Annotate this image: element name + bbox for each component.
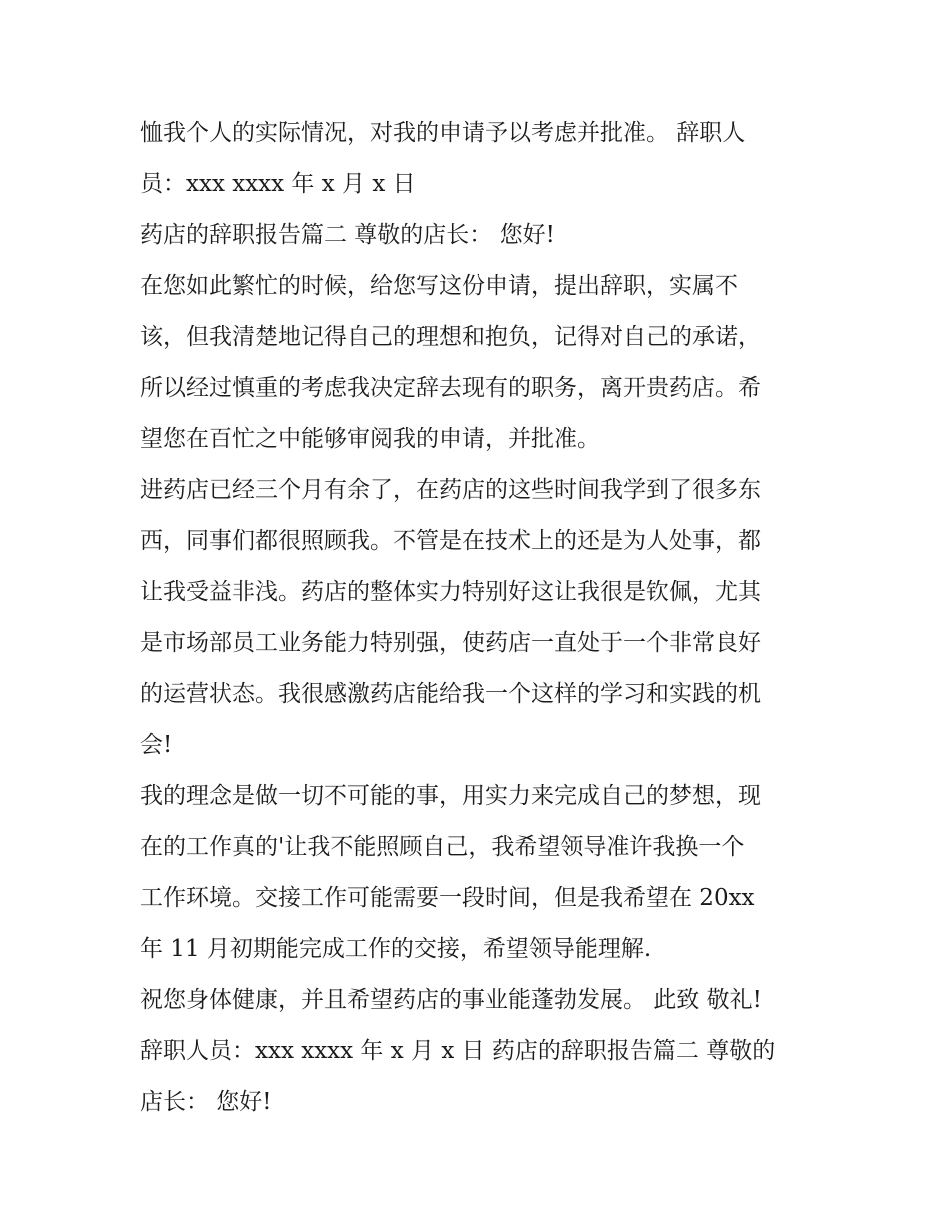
text-line: 是市场部员工业务能力特别强，使药店一直处于一个非常良好 xyxy=(140,630,761,656)
text-line: 会! xyxy=(140,732,173,758)
text-line: 西，同事们都很照顾我。不管是在技术上的还是为人处事，都 xyxy=(140,528,761,554)
text-line: 所以经过慎重的考虑我决定辞去现有的职务，离开贵药店。希 xyxy=(140,375,761,401)
text-line: 恤我个人的实际情况，对我的申请予以考虑并批准。 辞职人 xyxy=(140,120,746,146)
text-line: 店长： 您好! xyxy=(140,1089,272,1115)
text-line: 在的工作真的'让我不能照顾自己，我希望领导准许我换一个 xyxy=(140,834,745,860)
document-body xyxy=(140,108,830,1128)
text-line: 员：xxx xxxx 年 x 月 x 日 xyxy=(140,171,416,197)
text-line: 我的理念是做一切不可能的事，用实力来完成自己的梦想，现 xyxy=(140,783,761,809)
text-line: 在您如此繁忙的时候，给您写这份申请，提出辞职，实属不 xyxy=(140,273,738,299)
text-line: 望您在百忙之中能够审阅我的申请，并批准。 xyxy=(140,426,600,452)
text-line: 辞职人员：xxx xxxx 年 x 月 x 日 药店的辞职报告篇二 尊敬的 xyxy=(140,1038,776,1064)
text-line: 让我受益非浅。药店的整体实力特别好这让我很是钦佩，尤其 xyxy=(140,579,761,605)
text-line: 祝您身体健康，并且希望药店的事业能蓬勃发展。 此致 敬礼! xyxy=(140,987,762,1013)
text-line: 的运营状态。我很感激药店能给我一个这样的学习和实践的机 xyxy=(140,681,761,707)
text-line: 年 11 月初期能完成工作的交接，希望领导能理解. xyxy=(140,936,652,962)
text-line: 该，但我清楚地记得自己的理想和抱负，记得对自己的承诺， xyxy=(140,324,761,350)
text-line: 进药店已经三个月有余了，在药店的这些时间我学到了很多东 xyxy=(140,477,761,503)
text-line: 药店的辞职报告篇二 尊敬的店长： 您好! xyxy=(140,222,555,248)
text-line: 工作环境。交接工作可能需要一段时间，但是我希望在 20xx xyxy=(140,885,755,911)
